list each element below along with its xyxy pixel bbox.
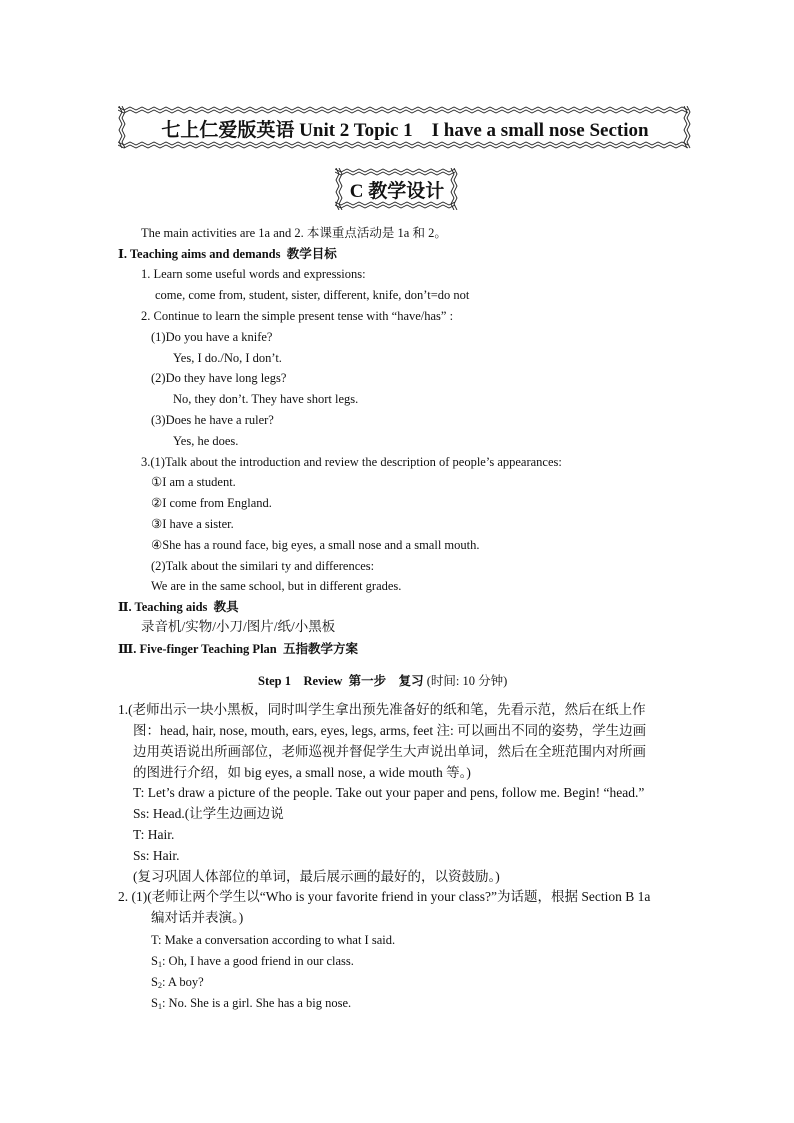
aim-3-s4: ④She has a round face, big eyes, a small nose and a small mouth. bbox=[151, 538, 480, 552]
section-1-cn: 教学目标 bbox=[286, 247, 337, 261]
aim-3-2: (2)Talk about the similari ty and differences: bbox=[151, 559, 375, 573]
step-1-time: (时间: 10 分钟) bbox=[426, 674, 508, 688]
aim-2-a3: Yes, he does. bbox=[173, 434, 239, 448]
aim-2-a2: No, they don’t. They have short legs. bbox=[173, 392, 359, 406]
page-title: 七上仁爱版英语 Unit 2 Topic 1 I have a small nose Section bbox=[161, 120, 649, 141]
aim-1-words: come, come from, student, sister, different, knife, don’t=do not bbox=[155, 288, 470, 302]
section-3-title: Ⅲ. Five-finger Teaching Plan bbox=[118, 642, 277, 656]
aim-1: 1. Learn some useful words and expressions: bbox=[141, 267, 366, 281]
exchange-t: T: Make a conversation according to what I said. bbox=[151, 933, 396, 947]
speech: : A boy? bbox=[161, 975, 204, 989]
speaker-number: 2 bbox=[157, 981, 162, 990]
section-3-heading bbox=[118, 641, 358, 657]
step-1-heading bbox=[258, 673, 507, 689]
aim-2: 2. Continue to learn the simple present tense with “have/has” : bbox=[141, 309, 454, 323]
dialogue-2-t: T: Hair. bbox=[133, 827, 175, 842]
speaker-number: 1 bbox=[157, 960, 162, 969]
teaching-aids: 录音机/实物/小刀/图片/纸/小黑板 bbox=[141, 619, 336, 634]
section-3-cn: 五指教学方案 bbox=[283, 642, 359, 656]
review-note: (复习巩固人体部位的单词，最后展示画的最好的，以资鼓励。) bbox=[133, 869, 500, 884]
speech: : No. She is a girl. She has a big nose. bbox=[161, 996, 352, 1010]
speaker: S bbox=[151, 954, 158, 968]
aim-3: 3.(1)Talk about the introduction and review the description of people’s appearances: bbox=[141, 455, 562, 469]
intro-line: The main activities are 1a and 2. 本课重点活动是 1a 和 2。 bbox=[141, 226, 447, 240]
subtitle-banner bbox=[335, 168, 459, 210]
aim-3-s3: ③I have a sister. bbox=[151, 517, 234, 531]
aim-3-2-sentence: We are in the same school, but in different grades. bbox=[151, 579, 402, 593]
dialogue-2-ss: Ss: Hair. bbox=[133, 848, 180, 863]
para-1-line-2: 图：head, hair, nose, mouth, ears, eyes, legs, arms, feet 注: 可以画出不同的姿势，学生边画 bbox=[133, 723, 647, 738]
section-1-title: Ⅰ. Teaching aims and demands bbox=[118, 247, 281, 261]
speech: : Oh, I have a good friend in our class. bbox=[161, 954, 354, 968]
title-banner bbox=[118, 106, 692, 150]
exchange-s1-a bbox=[151, 953, 354, 969]
section-1-heading bbox=[118, 246, 337, 262]
section-2-title: Ⅱ. Teaching aids bbox=[118, 600, 208, 614]
para-2-line-1: 2. (1)(老师让两个学生以“Who is your favorite friend in your class?”为话题，根据 Section B 1a bbox=[118, 889, 651, 904]
exchange-s2 bbox=[151, 974, 204, 990]
section-2-heading bbox=[118, 599, 239, 615]
dialogue-1-t: T: Let’s draw a picture of the people. Take out your paper and pens, follow me. Begin! “head.” bbox=[133, 785, 645, 800]
dialogue-1-ss: Ss: Head.(让学生边画边说 bbox=[133, 806, 284, 821]
exchange-s1-b bbox=[151, 995, 351, 1011]
para-1-line-1: 1.(老师出示一块小黑板，同时叫学生拿出预先准备好的纸和笔，先看示范，然后在纸上作 bbox=[118, 702, 646, 717]
speaker: S bbox=[151, 996, 158, 1010]
aim-3-s2: ②I come from England. bbox=[151, 496, 272, 510]
step-1-label: Step 1 Review bbox=[258, 674, 343, 688]
para-1-line-4: 的图进行介绍，如 big eyes, a small nose, a wide mouth 等。) bbox=[133, 765, 471, 780]
aim-2-a1: Yes, I do./No, I don’t. bbox=[173, 351, 282, 365]
aim-2-q2: (2)Do they have long legs? bbox=[151, 371, 287, 385]
aim-2-q3: (3)Does he have a ruler? bbox=[151, 413, 274, 427]
speaker-number: 1 bbox=[157, 1002, 162, 1011]
step-1-cn: 第一步 复习 bbox=[348, 674, 424, 688]
aim-2-q1: (1)Do you have a knife? bbox=[151, 330, 273, 344]
aim-3-s1: ①I am a student. bbox=[151, 475, 236, 489]
page-subtitle: C 教学设计 bbox=[349, 181, 445, 202]
para-2-line-2: 编对话并表演。) bbox=[151, 910, 244, 925]
para-1-line-3: 边用英语说出所画部位，老师巡视并督促学生大声说出单词，然后在全班范围内对所画 bbox=[133, 744, 646, 759]
speaker: S bbox=[151, 975, 158, 989]
section-2-cn: 教具 bbox=[213, 600, 239, 614]
